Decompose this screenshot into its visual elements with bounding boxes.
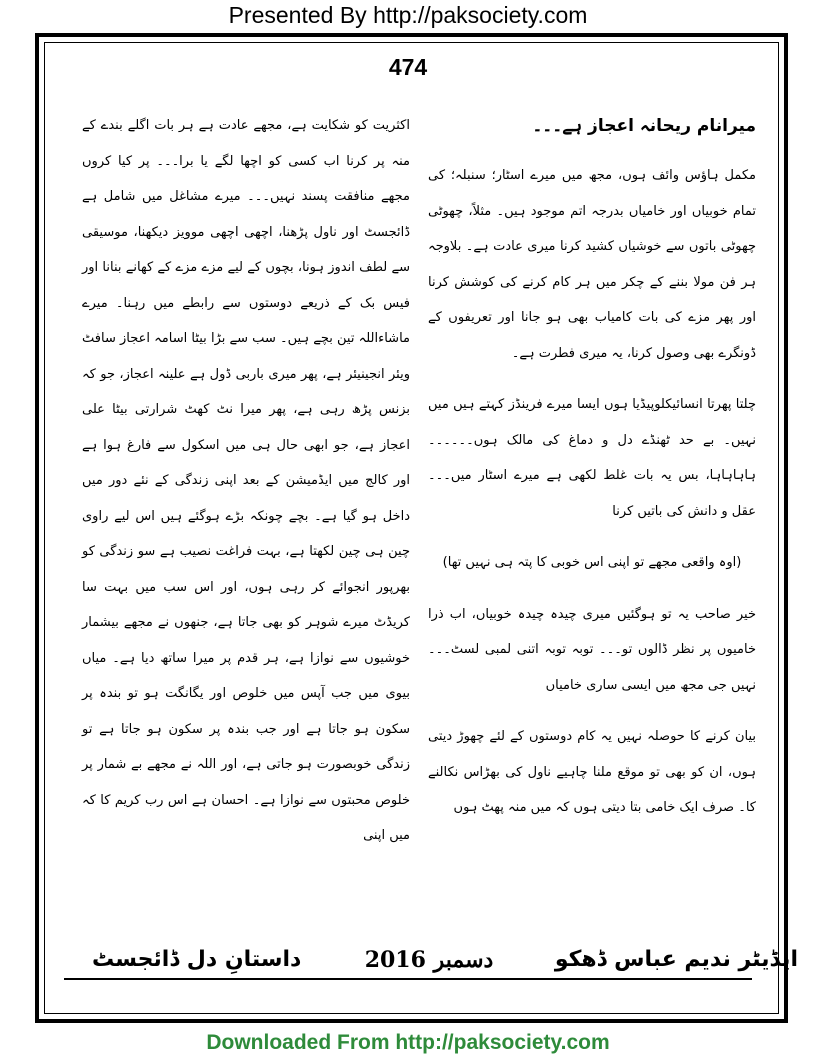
column-title: میرانام ریحانہ اعجاز ہے۔۔۔ <box>532 116 756 136</box>
paragraph: اکثریت کو شکایت ہے، مجھے عادت ہے ہر بات اگلے بندے کے منہ پر کرنا اب کسی کو اچھا لگے یا برا۔۔۔ پر کیا کروں مجھے منافقت پسند نہیں۔۔۔ میرے مشاغل میں شامل ہے ڈائجسٹ اور ناول پڑھنا، اچھی اچھی موویز دیکھنا، موسیقی سے لطف اندوز ہونا، بچوں کے لیے مزے مزے کے کھانے بنانا اور فیس بک کے ذریعے دوستوں سے رابطے میں رہنا۔ میرے ماشاءاللہ تین بچے ہیں۔ سب سے بڑا بیٹا اسامہ اعجاز سافٹ ویئر انجینیئر ہے، پھر میری باربی ڈول ہے علینہ اعجاز، جو کہ بزنس پڑھ رہی ہے، پھر میرا نٹ کھٹ شرارتی بیٹا علی اعجاز ہے، جو ابھی حال ہی میں اسکول سے فارغ ہوا ہے اور کالج میں ایڈمیشن کے بعد اپنی زندگی کے نئے دور میں داخل ہو گیا ہے۔ بچے چونکہ بڑے ہوگئے ہیں اس لیے راوی چین ہی چین لکھتا ہے، بہت فراغت نصیب ہے سو زندگی کو بھرپور انجوائے کر رہی ہوں، اور اس سب میں بہت سا کریڈٹ میرے شوہر کو بھی جاتا ہے، جنھوں نے مجھے بیشمار خوشیوں سے نوازا ہے، ہر قدم پر میرا ساتھ دیا ہے۔ میاں بیوی میں جب آپس میں خلوص اور یگانگت ہو تو بندہ پر سکون ہو جاتا ہے اور جب بندہ پر سکون ہو جاتا ہے تو زندگی خوبصورت ہو جاتی ہے، اور اللہ نے مجھے بے شمار پر خلوص محبتوں سے نوازا ہے۔ احسان ہے اس رب کریم کا کہ میں اپنی <box>82 118 410 843</box>
downloaded-from-footer: Downloaded From http://paksociety.com <box>206 1031 610 1054</box>
left-column <box>82 108 410 854</box>
paragraph-gap <box>428 703 756 719</box>
magazine-name: داستانِ دل ڈائجسٹ <box>92 947 302 972</box>
editor-credit: ایڈیٹر ندیم عباس ڈھکو <box>554 947 798 972</box>
footer-divider <box>64 978 752 980</box>
issue-date: دسمبر 2016 <box>364 947 494 973</box>
paragraph-gap <box>428 581 756 597</box>
paragraph: چلتا پھرتا انسائیکلوپیڈیا ہوں ایسا میرے فرینڈز کہتے ہیں میں نہیں۔ بے حد ٹھنڈے دل و دماغ کی مالک ہوں۔۔۔۔۔۔ ہاہاہاہا، بس یہ بات غلط لکھی ہے میرے اسٹار میں۔۔۔ عقل و دانش کی باتیں کرنا <box>428 397 756 519</box>
paragraph-gap <box>428 371 756 387</box>
page-number: 474 <box>388 54 428 80</box>
paragraph-gap <box>428 529 756 545</box>
parenthetical-note: (اوہ واقعی مجھے تو اپنی اس خوبی کا پتہ ہی نہیں تھا) <box>442 555 742 570</box>
presented-by-header: Presented By http://paksociety.com <box>228 2 588 28</box>
paragraph: مکمل ہاؤس وائف ہوں، مجھ میں میرے اسٹار؛ سنبلہ؛ کی تمام خوبیاں اور خامیاں بدرجہ اتم موجود ہیں۔ مثلاً، چھوٹی چھوٹی باتوں سے خوشیاں کشید کرنا میری عادت ہے۔ بلاوجہ ہر فن مولا بننے کے چکر میں ہر کام کرنے کی کوشش کرنا اور پھر مزے کی بات کامیاب بھی ہو جانا اور تعریفوں کے ڈونگرے بھی وصول کرنا، یہ میری فطرت ہے۔ <box>428 168 756 361</box>
paragraph: بیان کرنے کا حوصلہ نہیں یہ کام دوستوں کے لئے چھوڑ دیتی ہوں، ان کو بھی تو موقع ملنا چاہیے ناول کی بھڑاس نکالنے کا۔ صرف ایک خامی بتا دیتی ہوں کہ میں منہ پھٹ ہوں <box>428 729 756 815</box>
right-column <box>428 108 756 826</box>
paragraph: خیر صاحب یہ تو ہوگئیں میری چیدہ چیدہ خوبیاں، اب ذرا خامیوں پر نظر ڈالوں تو۔۔۔ توبہ توبہ اتنی لمبی لسٹ۔۔۔ نہیں جی مجھ میں ایسی ساری خامیاں <box>428 606 756 693</box>
